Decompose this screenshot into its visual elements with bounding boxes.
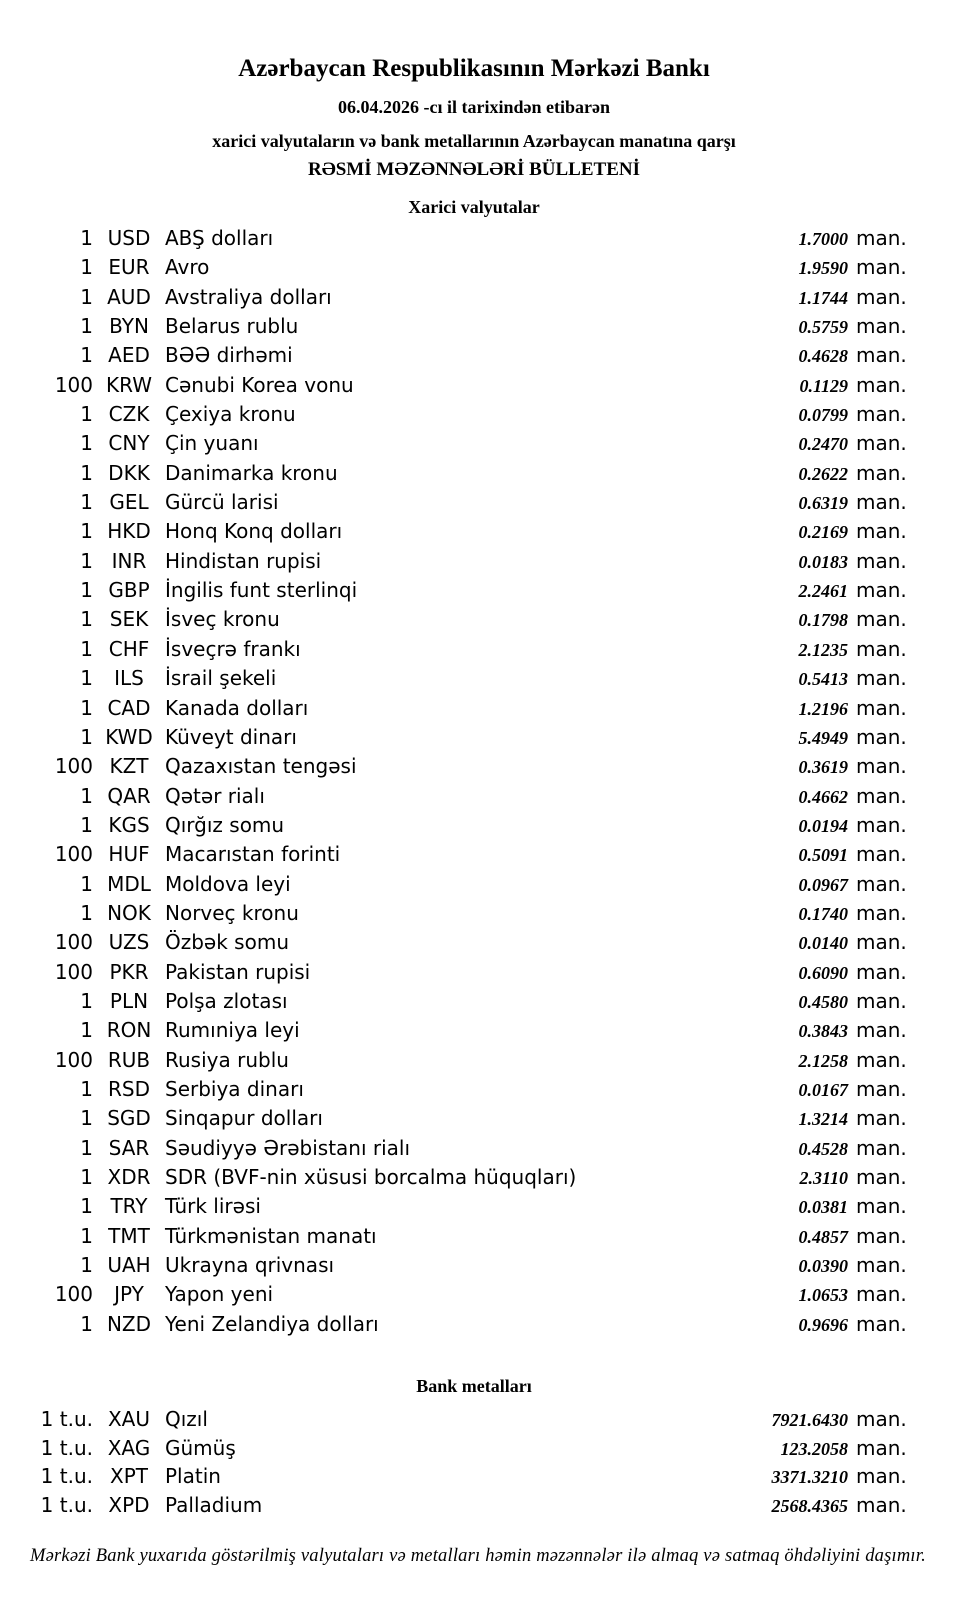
currency-code: QAR <box>107 783 151 808</box>
currency-name: Türkmənistan manatı <box>165 1223 377 1248</box>
currency-name: Avstraliya dolları <box>165 284 332 309</box>
unit-label: man. <box>856 578 907 603</box>
unit-label: man. <box>856 1282 907 1307</box>
quantity-value: 100 <box>54 754 93 779</box>
bulletin-subtitle: xarici valyutaların və bank metallarının Azərbaycan manatına qarşı <box>212 131 736 151</box>
unit-label: man. <box>856 402 907 427</box>
currency-name: İsveçrə frankı <box>165 636 301 661</box>
currency-code: GBP <box>108 578 150 603</box>
rate-row-XAU <box>38 1405 910 1434</box>
rate-row-USD <box>38 224 910 253</box>
unit-label: man. <box>856 1253 907 1278</box>
rate-row-NZD <box>38 1310 910 1339</box>
currency-name: Cənubi Korea vonu <box>165 372 354 397</box>
quantity-value: 1 <box>80 1311 93 1336</box>
rate-value: 2568.4365 <box>771 1495 848 1516</box>
unit-label: man. <box>856 988 907 1013</box>
rate-value: 0.4857 <box>798 1226 848 1247</box>
rate-row-PLN <box>38 987 910 1016</box>
metal-rates-table <box>38 1405 910 1519</box>
quantity-value: 1 <box>80 1018 93 1043</box>
rate-row-AUD <box>38 283 910 312</box>
unit-label: man. <box>856 930 907 955</box>
rate-value: 3371.3210 <box>771 1467 848 1488</box>
rate-value: 7921.6430 <box>771 1410 848 1431</box>
unit-label: man. <box>856 1407 907 1432</box>
quantity-value: 1 <box>80 724 93 749</box>
rate-row-TRY <box>38 1192 910 1221</box>
quantity-value: 100 <box>54 959 93 984</box>
rate-row-RON <box>38 1016 910 1045</box>
rate-value: 0.0167 <box>798 1079 848 1100</box>
rate-row-UAH <box>38 1251 910 1280</box>
unit-label: man. <box>856 284 907 309</box>
currency-code: RON <box>106 1018 152 1043</box>
quantity-value: 1 <box>80 871 93 896</box>
currency-code: TMT <box>108 1223 150 1248</box>
rate-row-TMT <box>38 1222 910 1251</box>
currency-name: Belarus rublu <box>165 314 299 339</box>
unit-label: man. <box>856 666 907 691</box>
currency-name: Rusiya rublu <box>165 1047 289 1072</box>
quantity-value: 1 <box>80 343 93 368</box>
rate-value: 0.2470 <box>798 434 848 455</box>
currency-code: XPT <box>110 1464 148 1489</box>
quantity-value: 100 <box>54 1047 93 1072</box>
currency-code: XPD <box>108 1492 150 1517</box>
quantity-value: 1 t.u. <box>40 1435 93 1460</box>
rate-value: 0.0194 <box>798 815 848 836</box>
rate-row-INR <box>38 547 910 576</box>
rate-value: 0.4528 <box>798 1138 848 1159</box>
rate-row-KZT <box>38 752 910 781</box>
rate-row-CHF <box>38 635 910 664</box>
currency-code: RSD <box>108 1076 150 1101</box>
quantity-value: 1 <box>80 1165 93 1189</box>
unit-label: man. <box>856 490 907 515</box>
currency-code: CAD <box>107 695 151 720</box>
rate-value: 2.2461 <box>798 581 848 602</box>
quantity-value: 1 <box>80 402 93 427</box>
quantity-value: 1 <box>80 314 93 339</box>
quantity-value: 1 <box>80 578 93 603</box>
rate-value: 0.1129 <box>799 375 848 396</box>
currency-name: Sinqapur dolları <box>165 1106 323 1131</box>
currency-name: Palladium <box>165 1492 263 1517</box>
quantity-value: 1 <box>80 1135 93 1160</box>
rate-value: 0.4662 <box>798 786 848 807</box>
quantity-value: 100 <box>54 372 93 397</box>
rate-value: 2.3110 <box>799 1168 848 1188</box>
currency-code: CNY <box>108 431 150 456</box>
rate-value: 0.0967 <box>798 874 848 895</box>
rate-value: 0.0183 <box>798 551 848 572</box>
currency-name: Səudiyyə Ərəbistanı rialı <box>165 1135 411 1160</box>
currency-name: BƏƏ dirhəmi <box>165 343 293 368</box>
currency-name: Danimarka kronu <box>165 460 338 485</box>
currency-name: Honq Konq dolları <box>165 519 343 544</box>
currency-name: Yapon yeni <box>165 1282 274 1307</box>
quantity-value: 1 <box>80 695 93 720</box>
rate-value: 0.2622 <box>798 463 848 484</box>
rate-value: 0.5759 <box>798 317 848 338</box>
currency-code: MDL <box>107 871 151 896</box>
quantity-value: 1 t.u. <box>40 1464 93 1489</box>
unit-label: man. <box>856 372 907 397</box>
currency-rates-table <box>38 224 910 1339</box>
unit-label: man. <box>856 1223 907 1248</box>
rate-row-JPY <box>38 1280 910 1309</box>
currency-name: ABŞ dolları <box>165 226 274 250</box>
quantity-value: 1 <box>80 1223 93 1248</box>
rate-row-SGD <box>38 1104 910 1133</box>
quantity-value: 1 <box>80 1194 93 1219</box>
unit-label: man. <box>856 1492 907 1517</box>
unit-label: man. <box>856 754 907 779</box>
quantity-value: 1 <box>80 490 93 515</box>
quantity-value: 1 <box>80 666 93 691</box>
currency-name: Küveyt dinarı <box>165 724 297 749</box>
unit-label: man. <box>856 314 907 339</box>
currency-code: SAR <box>108 1135 150 1160</box>
rate-row-XPT <box>38 1462 910 1491</box>
rate-value: 0.6319 <box>798 493 848 514</box>
rate-value: 0.9696 <box>798 1314 848 1335</box>
currency-code: RUB <box>107 1047 151 1072</box>
rate-row-CAD <box>38 694 910 723</box>
quantity-value: 1 <box>80 636 93 661</box>
rate-value: 0.1798 <box>798 610 848 631</box>
currency-name: Moldova leyi <box>165 871 291 896</box>
rate-row-UZS <box>38 928 910 957</box>
currency-name: Rumıniya leyi <box>165 1018 300 1043</box>
unit-label: man. <box>856 900 907 925</box>
currency-name: Türk lirəsi <box>165 1194 261 1219</box>
rate-value: 0.0381 <box>798 1197 848 1218</box>
rate-value: 1.9590 <box>798 258 848 279</box>
unit-label: man. <box>856 1018 907 1043</box>
currency-name: Macarıstan forinti <box>165 842 341 867</box>
quantity-value: 1 <box>80 519 93 544</box>
currency-code: TRY <box>110 1194 148 1219</box>
currency-name: Yeni Zelandiya dolları <box>165 1311 379 1336</box>
unit-label: man. <box>856 343 907 368</box>
currency-name: Kanada dolları <box>165 695 309 720</box>
quantity-value: 1 <box>80 548 93 573</box>
rate-row-NOK <box>38 899 910 928</box>
currency-name: İngilis funt sterlinqi <box>165 578 358 603</box>
section-title-metals: Bank metalları <box>416 1376 532 1397</box>
rate-row-GEL <box>38 488 910 517</box>
unit-label: man. <box>856 1076 907 1101</box>
rate-value: 0.3843 <box>798 1021 848 1042</box>
currency-name: İsrail şekeli <box>165 666 277 691</box>
currency-code: KRW <box>106 372 152 397</box>
unit-label: man. <box>856 695 907 720</box>
rate-row-QAR <box>38 782 910 811</box>
currency-code: SGD <box>107 1106 151 1131</box>
unit-label: man. <box>856 1194 907 1219</box>
rate-value: 1.7000 <box>798 229 848 249</box>
rate-row-KGS <box>38 811 910 840</box>
rate-value: 2.1235 <box>798 639 848 660</box>
rate-value: 1.3214 <box>798 1109 848 1130</box>
rate-row-XAG <box>38 1434 910 1463</box>
rate-value: 1.0653 <box>798 1285 848 1306</box>
rate-value: 0.3619 <box>798 757 848 778</box>
unit-label: man. <box>856 724 907 749</box>
rate-value: 0.0799 <box>798 405 848 426</box>
currency-name: Norveç kronu <box>165 900 299 925</box>
rate-value: 1.1744 <box>798 287 848 308</box>
currency-code: NOK <box>107 900 151 925</box>
quantity-value: 1 t.u. <box>40 1407 93 1432</box>
currency-name: Qızıl <box>165 1407 208 1432</box>
currency-name: Qırğız somu <box>165 812 285 837</box>
rate-value: 0.6090 <box>798 962 848 983</box>
rate-row-MDL <box>38 870 910 899</box>
rate-row-HUF <box>38 840 910 869</box>
unit-label: man. <box>856 548 907 573</box>
currency-code: XDR <box>107 1165 151 1189</box>
currency-name: Gürcü larisi <box>165 490 279 515</box>
rate-value: 0.0140 <box>798 933 848 954</box>
rate-value: 0.1740 <box>798 903 848 924</box>
currency-code: JPY <box>114 1282 144 1307</box>
currency-name: Pakistan rupisi <box>165 959 311 984</box>
quantity-value: 1 <box>80 1106 93 1131</box>
quantity-value: 1 <box>80 255 93 280</box>
footer-note: Mərkəzi Bank yuxarıda göstərilmiş valyutaları və metalları həmin məzənnələr ilə almaq və satmaq öhdəliyini daşımır. <box>30 1546 926 1567</box>
unit-label: man. <box>856 255 907 280</box>
quantity-value: 1 <box>80 1253 93 1278</box>
currency-name: Gümüş <box>165 1435 236 1460</box>
currency-code: HUF <box>108 842 150 867</box>
currency-code: PKR <box>109 959 149 984</box>
currency-code: GEL <box>109 490 149 515</box>
quantity-value: 1 <box>80 431 93 456</box>
unit-label: man. <box>856 1165 907 1189</box>
currency-name: Qətər rialı <box>165 783 265 808</box>
rate-row-XDR <box>38 1163 910 1192</box>
currency-name: Qazaxıstan tengəsi <box>165 754 357 779</box>
rate-row-KWD <box>38 723 910 752</box>
section-title-currencies: Xarici valyutalar <box>408 197 540 217</box>
unit-label: man. <box>856 519 907 544</box>
quantity-value: 1 <box>80 900 93 925</box>
unit-label: man. <box>856 871 907 896</box>
currency-code: CZK <box>108 402 150 427</box>
rate-value: 0.5413 <box>798 669 848 690</box>
rate-row-HKD <box>38 517 910 546</box>
rate-row-KRW <box>38 371 910 400</box>
rate-value: 2.1258 <box>798 1050 848 1071</box>
currency-name: İsveç kronu <box>165 607 280 632</box>
currency-code: KZT <box>109 754 149 779</box>
rate-value: 0.4580 <box>798 991 848 1012</box>
quantity-value: 1 <box>80 1076 93 1101</box>
quantity-value: 100 <box>54 842 93 867</box>
rate-value: 0.2169 <box>798 522 848 543</box>
rate-row-CZK <box>38 400 910 429</box>
quantity-value: 1 <box>80 226 93 250</box>
unit-label: man. <box>856 460 907 485</box>
rate-value: 1.2196 <box>798 698 848 719</box>
quantity-value: 1 <box>80 812 93 837</box>
rate-row-CNY <box>38 429 910 458</box>
rate-row-PKR <box>38 958 910 987</box>
currency-code: NZD <box>106 1311 152 1336</box>
currency-code: DKK <box>108 460 150 485</box>
quantity-value: 1 <box>80 460 93 485</box>
unit-label: man. <box>856 959 907 984</box>
rate-value: 5.4949 <box>798 727 848 748</box>
currency-code: HKD <box>107 519 151 544</box>
currency-code: SEK <box>109 607 149 632</box>
unit-label: man. <box>856 1106 907 1131</box>
rate-row-SEK <box>38 605 910 634</box>
currency-name: SDR (BVF-nin xüsusi borcalma hüquqları) <box>165 1165 577 1189</box>
currency-code: USD <box>107 226 151 250</box>
unit-label: man. <box>856 812 907 837</box>
currency-code: BYN <box>109 314 149 339</box>
currency-name: Çin yuanı <box>165 431 259 456</box>
currency-code: PLN <box>109 988 149 1013</box>
currency-name: Hindistan rupisi <box>165 548 322 573</box>
unit-label: man. <box>856 1047 907 1072</box>
rate-value: 0.0390 <box>798 1256 848 1277</box>
unit-label: man. <box>856 1435 907 1460</box>
quantity-value: 1 <box>80 284 93 309</box>
currency-code: INR <box>111 548 147 573</box>
quantity-value: 1 <box>80 783 93 808</box>
rate-row-AED <box>38 341 910 370</box>
unit-label: man. <box>856 842 907 867</box>
currency-code: ILS <box>114 666 144 691</box>
bulletin-title: RƏSMİ MƏZƏNNƏLƏRİ BÜLLETENİ <box>307 159 640 180</box>
unit-label: man. <box>856 431 907 456</box>
currency-name: Avro <box>165 255 210 280</box>
bank-title: Azərbaycan Respublikasının Mərkəzi Bankı <box>238 55 710 82</box>
currency-code: KGS <box>108 812 150 837</box>
unit-label: man. <box>856 1135 907 1160</box>
currency-name: Polşa zlotası <box>165 988 288 1013</box>
currency-name: Serbiya dinarı <box>165 1076 304 1101</box>
rate-row-EUR <box>38 253 910 282</box>
unit-label: man. <box>856 1311 907 1336</box>
rate-row-RUB <box>38 1046 910 1075</box>
rate-row-ILS <box>38 664 910 693</box>
unit-label: man. <box>856 226 907 250</box>
effective-date-line: 06.04.2026 -cı il tarixindən etibarən <box>338 97 610 117</box>
currency-name: Çexiya kronu <box>165 402 296 427</box>
currency-name: Özbək somu <box>165 930 289 955</box>
rate-value: 123.2058 <box>780 1438 848 1459</box>
rate-row-BYN <box>38 312 910 341</box>
unit-label: man. <box>856 636 907 661</box>
unit-label: man. <box>856 783 907 808</box>
currency-code: UAH <box>107 1253 151 1278</box>
rate-value: 0.5091 <box>798 845 848 866</box>
unit-label: man. <box>856 607 907 632</box>
quantity-value: 1 t.u. <box>40 1492 93 1517</box>
currency-name: Ukrayna qrivnası <box>165 1253 335 1278</box>
rate-row-RSD <box>38 1075 910 1104</box>
rate-row-SAR <box>38 1134 910 1163</box>
currency-code: XAG <box>107 1435 151 1460</box>
quantity-value: 1 <box>80 607 93 632</box>
rate-row-DKK <box>38 459 910 488</box>
currency-code: AED <box>108 343 150 368</box>
currency-code: XAU <box>107 1407 151 1432</box>
currency-code: CHF <box>108 636 150 661</box>
unit-label: man. <box>856 1464 907 1489</box>
currency-code: AUD <box>107 284 151 309</box>
currency-name: Platin <box>165 1464 221 1489</box>
rate-row-XPD <box>38 1491 910 1520</box>
currency-code: KWD <box>105 724 153 749</box>
rate-value: 0.4628 <box>798 346 848 367</box>
quantity-value: 100 <box>54 1282 93 1307</box>
rate-row-GBP <box>38 576 910 605</box>
currency-code: EUR <box>108 255 150 280</box>
quantity-value: 1 <box>80 988 93 1013</box>
quantity-value: 100 <box>54 930 93 955</box>
currency-code: UZS <box>108 930 150 955</box>
